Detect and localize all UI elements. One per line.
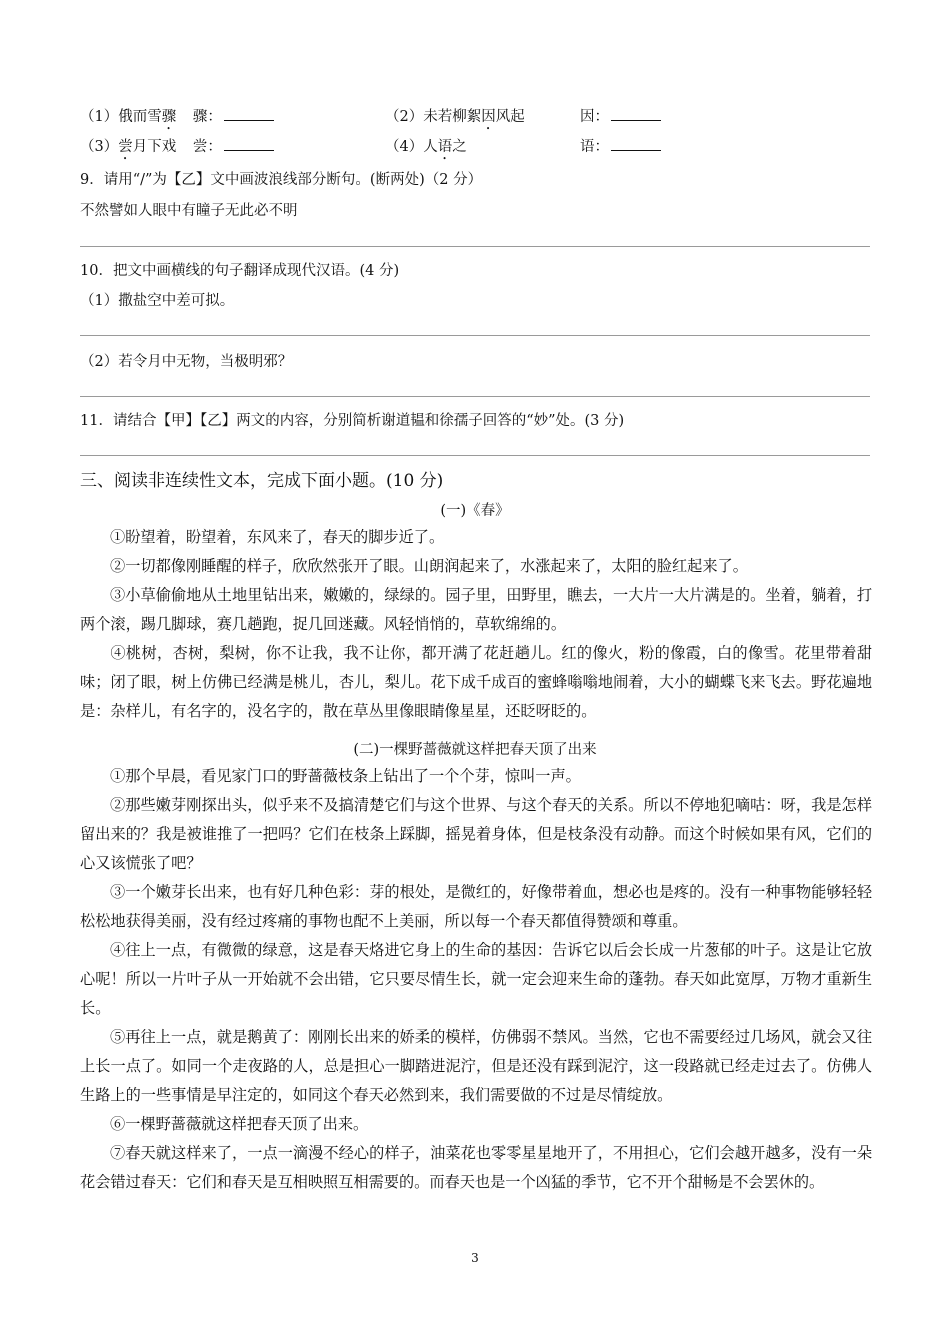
answer-label: 语： <box>580 139 609 155</box>
text1-title: (一)《春》 <box>440 503 510 519</box>
emphasized-char: 骤 <box>161 109 177 125</box>
emphasized-char: 因 <box>481 109 496 125</box>
item-text: 俄而雪 <box>118 109 162 125</box>
text1-paragraphs <box>80 523 872 726</box>
paragraph: ⑤再往上一点，就是鹅黄了：刚刚长出来的娇柔的模样，仿佛弱不禁风。当然，它也不需要经过几场风，就会又往上长一点了。如同一个走夜路的人，总是担心一脚踏进泥泞，但是还没有踩到泥泞，这一段路就已经走过去了。仿佛人生路上的一些事情是早注定的，如同这个春天必然到来，我们需要做的不过是尽情绽放。 <box>80 1028 872 1104</box>
emphasized-char: 尝 <box>118 139 133 155</box>
item-text: 月下戏 <box>132 139 177 155</box>
page-number: 3 <box>471 1251 479 1265</box>
item-number: （4） <box>385 139 424 155</box>
q8-item-2-answer <box>580 105 661 126</box>
item-text: 之 <box>452 139 467 155</box>
answer-line[interactable] <box>80 246 870 247</box>
q8-item-1 <box>80 105 274 133</box>
item-text: 未若柳絮 <box>423 109 482 125</box>
q10-sentence-1: （1）撒盐空中差可拟。 <box>80 293 235 309</box>
q9-text: 不然譬如人眼中有瞳子无此必不明 <box>80 203 298 219</box>
text2-title: (二)一棵野蔷薇就这样把春天顶了出来 <box>353 742 597 758</box>
paragraph: ④往上一点，有微微的绿意，这是春天烙进它身上的生命的基因：告诉它以后会长成一片葱郁的叶子。这是让它放心呢！所以一片叶子从一开始就不会出错，它只要尽情生长，就一定会迎来生命的蓬勃。春天如此宽厚，万物才重新生长。 <box>80 941 872 1017</box>
item-number: （3） <box>80 139 119 155</box>
q10-prompt: 10．把文中画横线的句子翻译成现代汉语。(4 分) <box>80 263 400 279</box>
answer-blank[interactable] <box>224 108 274 121</box>
item-number: （1） <box>80 109 119 125</box>
answer-blank[interactable] <box>611 108 661 121</box>
answer-label: 因： <box>580 109 609 125</box>
paragraph: ①盼望着，盼望着，东风来了，春天的脚步近了。 <box>110 528 445 546</box>
q8-item-4 <box>385 135 467 163</box>
answer-blank[interactable] <box>224 138 274 151</box>
answer-line[interactable] <box>80 396 870 397</box>
paragraph: ⑥一棵野蔷薇就这样把春天顶了出来。 <box>110 1115 369 1133</box>
answer-label: 骤： <box>192 109 222 125</box>
q11-prompt: 11．请结合【甲】【乙】两文的内容，分别简析谢道韫和徐孺子回答的“妙”处。(3 分) <box>80 413 625 429</box>
answer-label: 尝： <box>192 139 222 155</box>
q10-sentence-2: （2）若令月中无物，当极明邪？ <box>80 354 293 370</box>
item-number: （2） <box>385 109 424 125</box>
answer-blank[interactable] <box>611 138 661 151</box>
q8-item-4-answer <box>580 135 661 156</box>
text2-paragraphs <box>80 762 872 1197</box>
emphasized-char: 语 <box>437 139 453 155</box>
item-text: 人 <box>423 139 438 155</box>
paragraph: ⑦春天就这样来了，一点一滴漫不经心的样子，油菜花也零零星星地开了，不用担心，它们会越开越多，没有一朵花会错过春天：它们和春天是互相映照互相需要的。而春天也是一个凶猛的季节，它不开个甜畅是不会罢休的。 <box>80 1144 872 1191</box>
paragraph: ①那个早晨，看见家门口的野蔷薇枝条上钻出了一个个芽，惊叫一声。 <box>110 767 581 785</box>
q9-prompt: 9．请用“/”为【乙】文中画波浪线部分断句。(断两处)（2 分） <box>80 172 483 188</box>
q8-item-2 <box>385 105 525 133</box>
paragraph: ②那些嫩芽刚探出头，似乎来不及搞清楚它们与这个世界、与这个春天的关系。所以不停地犯嘀咕：呀，我是怎样留出来的？我是被谁推了一把吗？它们在枝条上踩脚，摇晃着身体，但是枝条没有动静。而这个时候如果有风，它们的心又该慌张了吧？ <box>80 796 872 872</box>
answer-line[interactable] <box>80 455 870 456</box>
item-text: 风起 <box>495 109 525 125</box>
paragraph: ③小草偷偷地从土地里钻出来，嫩嫩的，绿绿的。园子里，田野里，瞧去，一大片一大片满是的。坐着，躺着，打两个滚，踢几脚球，赛几趟跑，捉几回迷藏。风轻悄悄的，草软绵绵的。 <box>80 586 872 633</box>
section-title: 三、阅读非连续性文本，完成下面小题。(10 分) <box>80 471 444 491</box>
q8-item-3 <box>80 135 274 163</box>
paragraph: ③一个嫩芽长出来，也有好几种色彩：芽的根处，是微红的，好像带着血，想必也是疼的。没有一种事物能够轻轻松松地获得美丽，没有经过疼痛的事物也配不上美丽，所以每一个春天都值得赞颂和尊重。 <box>80 883 872 930</box>
paragraph: ④桃树，杏树，梨树，你不让我，我不让你，都开满了花赶趟儿。红的像火，粉的像霞，白的像雪。花里带着甜味；闭了眼，树上仿佛已经满是桃儿，杏儿，梨儿。花下成千成百的蜜蜂嗡嗡地闹着，大小的蝴蝶飞来飞去。野花遍地是：杂样儿，有名字的，没名字的，散在草丛里像眼睛像星星，还眨呀眨的。 <box>80 644 872 720</box>
answer-line[interactable] <box>80 335 870 336</box>
paragraph: ②一切都像刚睡醒的样子，欣欣然张开了眼。山朗润起来了，水涨起来了，太阳的脸红起来了。 <box>110 557 748 575</box>
